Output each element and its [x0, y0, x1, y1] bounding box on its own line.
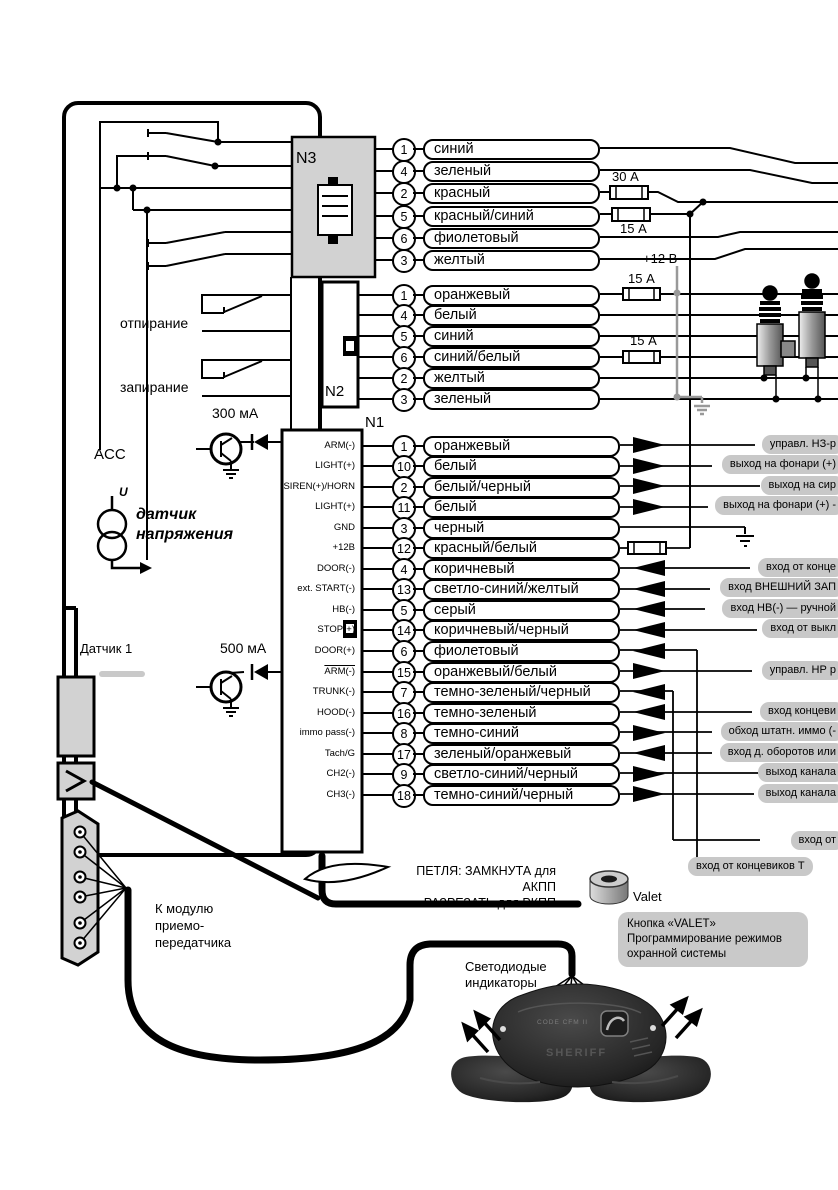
pin-number: 17: [392, 743, 416, 767]
pin-signal-label: LIGHT(+): [315, 460, 355, 472]
n1-pin-row: [0, 537, 838, 558]
wire-function-note: обход штатн. иммо (-: [721, 722, 838, 741]
n1-pin-row: [0, 763, 838, 784]
pin-number: 3: [392, 517, 416, 541]
pin-signal-label: DOOR(-): [317, 562, 355, 574]
signal-direction-arrow: [633, 581, 665, 597]
led-label-line1: Светодиодые: [465, 959, 547, 974]
wire-color-label: зеленый: [423, 389, 600, 410]
transceiver-line2: приемо-: [155, 918, 205, 933]
signal-direction-arrow: [633, 643, 665, 659]
wire-color-label: светло-синий/желтый: [423, 579, 620, 600]
n1-pin-row: [0, 558, 838, 579]
signal-direction-arrow: [633, 622, 665, 638]
pin-number: 4: [392, 160, 416, 184]
n3-pin-row: [0, 205, 838, 226]
pin-number: 16: [392, 702, 416, 726]
pin-number: 18: [392, 784, 416, 808]
sheriff-module: [451, 984, 711, 1102]
voltage-sensor-label: [136, 505, 233, 545]
signal-direction-arrow: [633, 458, 665, 474]
lock-label: запирание: [120, 379, 189, 395]
wire-color-label: фиолетовый: [423, 641, 620, 662]
connector-n3-label: N3: [296, 150, 317, 167]
transceiver-label: [155, 900, 231, 951]
signal-direction-arrow: [633, 786, 665, 802]
pin-signal-label: +12B: [332, 542, 355, 554]
n1-pin-row: [0, 599, 838, 620]
n3-pin-row: [0, 160, 838, 181]
valet-note-line2: Программирование режимов: [627, 933, 783, 945]
pin-number: 1: [392, 138, 416, 162]
pin-number: 1: [392, 284, 416, 308]
pin-number: 3: [392, 249, 416, 273]
valet-label: Valet: [633, 889, 662, 904]
n3-pin-row: [0, 227, 838, 248]
wire-color-label: красный/синий: [423, 206, 600, 227]
fuse-30a-label: 30 А: [612, 169, 639, 184]
wire-color-label: коричневый: [423, 559, 620, 580]
wire-color-label: темно-зеленый/черный: [423, 682, 620, 703]
wire-color-label: красный: [423, 183, 600, 204]
wire-color-label: желтый: [423, 250, 600, 271]
pin-number: 9: [392, 763, 416, 787]
sensor1-label: Датчик 1: [80, 641, 133, 656]
n2-pin-row: [0, 284, 838, 305]
pin-signal-label: immo pass(-): [299, 727, 355, 739]
led-label-line2: индикаторы: [465, 975, 537, 990]
wire-function-note: вход от выкл: [762, 619, 838, 638]
valet-button: [590, 871, 628, 904]
pin-number: 11: [392, 496, 416, 520]
pin-number: 15: [392, 661, 416, 685]
pin-number: 14: [392, 619, 416, 643]
wire-function-note: управл. НЗ-р: [762, 435, 838, 454]
wire-color-label: темно-синий: [423, 723, 620, 744]
pin-signal-label: ARM(-): [324, 665, 355, 677]
pin-number: 7: [392, 681, 416, 705]
pin-signal-label: Tach/G: [324, 747, 355, 759]
voltage-sensor-line2: напряжения: [136, 526, 234, 543]
signal-direction-arrow: [633, 745, 665, 761]
wire-color-label: оранжевый: [423, 436, 620, 457]
pin-signal-label: STOP(+): [317, 624, 355, 636]
pin-number: 5: [392, 599, 416, 623]
pin-signal-label: ext. START(-): [297, 583, 355, 595]
signal-direction-arrow: [633, 704, 665, 720]
wire-function-note: вход НВ(-) — ручной: [722, 599, 838, 618]
signal-direction-arrow: [633, 478, 665, 494]
pin-signal-label: CH3(-): [326, 788, 355, 800]
current-300ma-label: 300 мА: [212, 405, 259, 421]
wire-function-note: вход от: [791, 831, 838, 850]
wire-function-note: вход ВНЕШНИЙ ЗАП: [720, 578, 838, 597]
signal-direction-arrow: [633, 663, 665, 679]
led-indicators-label: [465, 959, 547, 991]
pin-number: 6: [392, 640, 416, 664]
wire-color-label: серый: [423, 600, 620, 621]
wire-color-label: белый/черный: [423, 477, 620, 498]
gearbox-loop: [305, 864, 388, 882]
signal-direction-arrow: [633, 766, 665, 782]
voltage-sensor-line1: датчик: [136, 506, 197, 523]
wire-color-label: зеленый: [423, 161, 600, 182]
wire-color-label: белый: [423, 305, 600, 326]
wire-function-note: вход от конце: [758, 558, 838, 577]
pin-number: 5: [392, 325, 416, 349]
device-brand-text: SHERIFF: [546, 1047, 608, 1059]
pin-signal-label: CH2(-): [326, 768, 355, 780]
signal-direction-arrow: [633, 725, 665, 741]
wire-color-label: синий/белый: [423, 347, 600, 368]
acc-label: ACC: [94, 446, 126, 463]
signal-direction-arrow: [633, 601, 665, 617]
valet-note: [618, 912, 808, 967]
fuse-15a-label: 15 А: [620, 221, 647, 236]
n1-pin-row: [0, 578, 838, 599]
n1-pin-row: [0, 619, 838, 640]
pin-signal-label: ARM(-): [324, 439, 355, 451]
wire-function-note: управл. НР р: [762, 661, 838, 680]
n1-pin-row: [0, 722, 838, 743]
wire-color-label: коричневый/черный: [423, 620, 620, 641]
loop-note-line1: ПЕТЛЯ: ЗАМКНУТА для АКПП: [416, 864, 556, 894]
fuse-15a-top-label: 15 А: [628, 271, 655, 286]
pin-signal-label: HB(-): [332, 603, 355, 615]
pin-signal-label: SIREN(+)/HORN: [283, 480, 355, 492]
pin-number: 2: [392, 476, 416, 500]
n3-pin-row: [0, 249, 838, 270]
wire-color-label: оранжевый: [423, 285, 600, 306]
valet-note-line3: охранной системы: [627, 948, 727, 960]
pin-number: 5: [392, 205, 416, 229]
signal-direction-arrow: [633, 499, 665, 515]
signal-direction-arrow: [633, 684, 665, 700]
wire-color-label: желтый: [423, 368, 600, 389]
wire-color-label: темно-зеленый: [423, 703, 620, 724]
wire-color-label: оранжевый/белый: [423, 662, 620, 683]
pin-number: 4: [392, 558, 416, 582]
pin-number: 8: [392, 722, 416, 746]
wire-function-note: вход концеви: [760, 702, 838, 721]
wire-color-label: белый: [423, 497, 620, 518]
n2-pin-row: [0, 346, 838, 367]
wire-color-label: фиолетовый: [423, 228, 600, 249]
wire-color-label: красный/белый: [423, 538, 620, 559]
pin-signal-label: HOOD(-): [317, 706, 355, 718]
connector-n2-label: N2: [325, 383, 345, 400]
voltage-u-label: U: [119, 485, 128, 499]
wire-color-label: светло-синий/черный: [423, 764, 620, 785]
pin-number: 10: [392, 455, 416, 479]
wire-function-note: вход от концевиков Т: [688, 857, 813, 876]
supply-12v-label: +12 В: [643, 251, 678, 266]
n1-pin-row: [0, 681, 838, 702]
wire-color-label: черный: [423, 518, 620, 539]
wire-function-note: выход канала: [758, 784, 838, 803]
pin-signal-label: LIGHT(+): [315, 501, 355, 513]
wire-function-note: вход д. оборотов или: [720, 743, 838, 762]
pin-number: 1: [392, 435, 416, 459]
sensor1-pinout: [99, 671, 145, 677]
n3-pin-row: [0, 182, 838, 203]
valet-note-line1: Кнопка «VALET»: [627, 918, 716, 930]
pin-number: 6: [392, 227, 416, 251]
device-model-text: CODE CFM II: [537, 1019, 589, 1026]
pin-number: 3: [392, 388, 416, 412]
loop-note: [390, 863, 556, 911]
pin-number: 2: [392, 182, 416, 206]
pin-signal-label: DOOR(+): [314, 645, 355, 656]
pin-number: 6: [392, 346, 416, 370]
wire-function-note: выход на фонари (+) -: [715, 496, 838, 515]
transceiver-line1: К модулю: [155, 901, 214, 916]
loop-note-line2: РАЗРЕЗАТЬ для РКПП: [423, 896, 556, 910]
wire-function-note: выход канала: [758, 763, 838, 782]
pin-number: 4: [392, 304, 416, 328]
n1-pin-row: [0, 784, 838, 805]
signal-direction-arrow: [633, 437, 665, 453]
n1-pin-row: [0, 702, 838, 723]
current-500ma-label: 500 мА: [220, 640, 267, 656]
wire-color-label: зеленый/оранжевый: [423, 744, 620, 765]
pin-number: 12: [392, 537, 416, 561]
connector-n1-label: N1: [365, 414, 385, 431]
wire-color-label: синий: [423, 326, 600, 347]
pin-number: 13: [392, 578, 416, 602]
wire-function-note: выход на фонари (+): [722, 455, 838, 474]
transceiver-line3: передатчика: [155, 935, 232, 950]
pin-number: 2: [392, 367, 416, 391]
n3-pin-row: [0, 138, 838, 159]
n1-pin-row: [0, 743, 838, 764]
pin-signal-label: TRUNK(-): [312, 686, 355, 698]
wire-color-label: синий: [423, 139, 600, 160]
n1-pin-row: [0, 517, 838, 538]
fuse-15a-bottom-label: 15 А: [630, 333, 657, 348]
wire-color-label: темно-синий/черный: [423, 785, 620, 806]
wire-function-note: выход на сир: [761, 476, 838, 495]
pin-signal-label: GND: [333, 521, 355, 533]
signal-direction-arrow: [633, 560, 665, 576]
n1-pin-row: [0, 496, 838, 517]
unlock-label: отпирание: [120, 315, 189, 331]
wire-color-label: белый: [423, 456, 620, 477]
